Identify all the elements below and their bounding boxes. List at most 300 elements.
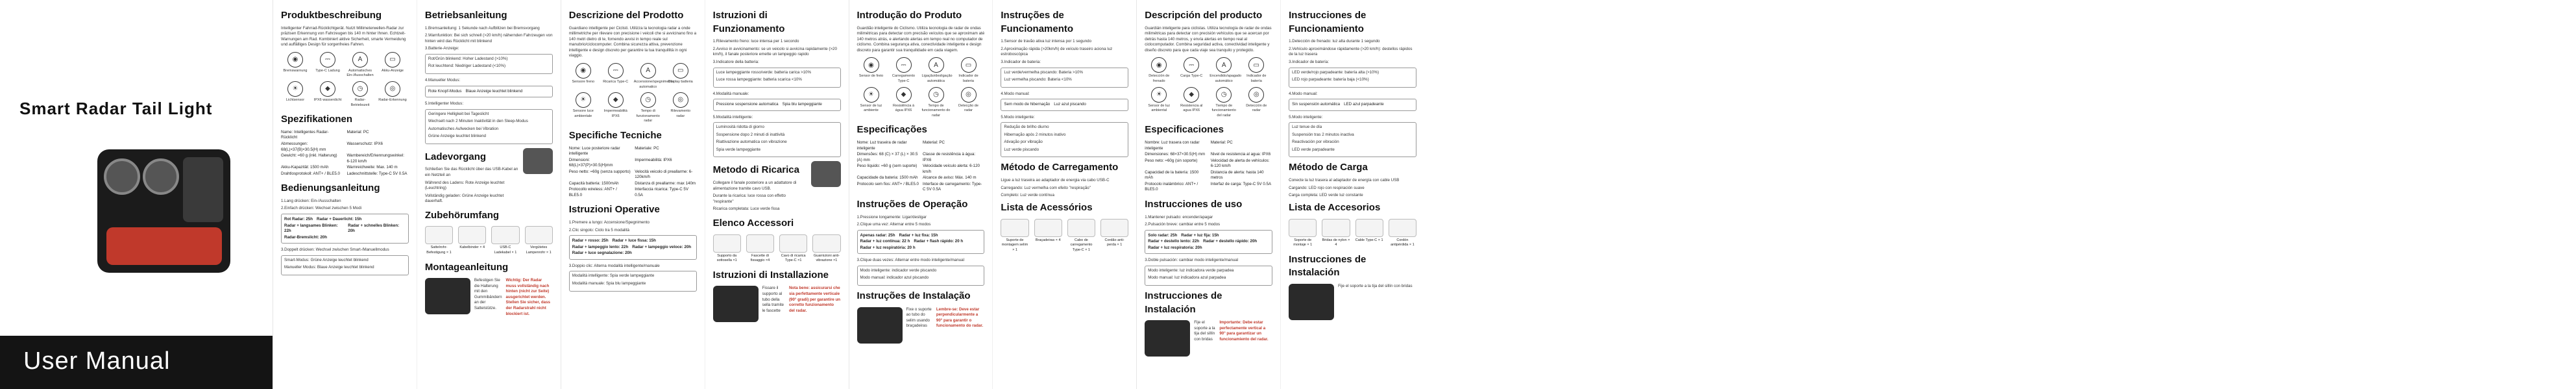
accessory-label: Cordão anti-perda × 1 [1104, 238, 1124, 247]
mode-row [572, 238, 694, 244]
section-heading: Specifiche Tecniche [568, 129, 662, 141]
clock-icon: ◷ [1216, 87, 1232, 103]
lanyard-icon [812, 234, 840, 253]
battery-line: Rot leuchtend: Niedriger Ladestand (<10%) [428, 64, 506, 69]
spec-cell: Peso neto: ≈60g (sin soporte) [1145, 158, 1198, 163]
mode-item: Luz tenue de día [1292, 125, 1322, 130]
spec-cell: Dimensiones: 68×37×30.5(H) mm [1145, 152, 1206, 157]
page-portuguese [849, 0, 1137, 389]
feature-label: Sensor de freio [858, 74, 884, 79]
usb-c-icon: ⎓ [1184, 57, 1199, 73]
instruction-line: 2.Vehículo aproximándose rápidamente (>20 km/h): destellos rápidos de la luz trasera [1289, 46, 1413, 57]
section-heading: Spezifikationen [281, 114, 353, 125]
feature-item [601, 63, 630, 90]
mode-item: Radar + schnelles Blinken: 20h [348, 223, 400, 234]
installation-image [1289, 284, 1334, 320]
feature-label: Tempo de funcionamento do radar [921, 103, 951, 118]
mode-switch-box [569, 271, 697, 291]
feature-item [954, 57, 983, 84]
feature-label: Bremswarnung [283, 68, 308, 73]
feature-item [666, 92, 695, 124]
section-heading: Instrucciones de Instalación [1145, 290, 1222, 315]
usb-cable-icon [1067, 219, 1095, 237]
page-german [273, 0, 561, 389]
spec-cell: Distancia de alerta: hasta 140 metros [1210, 169, 1264, 181]
cable-tie-icon [1322, 219, 1350, 237]
mode-item: Radar + destello lento: 22h [1148, 239, 1200, 244]
power-icon: A [929, 57, 944, 73]
feature-item [890, 57, 918, 84]
installation-image [1145, 320, 1190, 357]
feature-item [857, 87, 886, 119]
mode-row [284, 223, 406, 234]
mode-row [860, 233, 982, 239]
feature-item [857, 57, 886, 84]
usb-cable-icon [1355, 219, 1383, 237]
spec-table [569, 146, 697, 199]
power-icon: A [1216, 57, 1232, 73]
section-heading: Lista de Acessórios [1001, 201, 1093, 213]
description-text: Intelligenter Fahrrad-Rücklichtgerät. Nutzt Millimeterwellen-Radar zur präzisen Erkennung von Fahrzeugen bis 140 m hinter Ihnen. Echtzeit-Warnungen am Rad. Kombiniert aktive Sicherheit, smarte Vermeidung und auffälliges Design für sorgenfreies Fahren. [281, 25, 406, 47]
accessory-item [1034, 219, 1062, 253]
radar-icon: ◎ [385, 81, 400, 97]
mode-row [1148, 239, 1269, 245]
charge-section [713, 161, 841, 214]
modes-box [281, 214, 409, 244]
smart-mode-box [713, 122, 841, 157]
accessory-list [1289, 219, 1416, 248]
feature-label: Display batteria [668, 79, 693, 84]
accessory-label: Cavo di ricarica Type-C ×1 [781, 253, 806, 263]
light-sensor-icon: ☀ [576, 92, 591, 108]
spec-cell: Nome: Luz traseira de radar inteligente [857, 140, 907, 151]
charge-line: Conecte la luz trasera al adaptador de energía con cable USB [1289, 178, 1400, 183]
mode-item: Automatisches Aufwecken bei Vibration [428, 126, 499, 131]
feature-label: Rilevamento radar [670, 109, 691, 118]
mode-item: Sospensione dopo 2 minuti di inattività [716, 132, 785, 137]
instruction-line: 1.Lang drücken: Ein-/Ausschalten [281, 198, 341, 203]
spec-table [857, 140, 985, 193]
accessory-item [1001, 219, 1028, 253]
charge-line: Ricarica completata: Luce verde fissa [712, 207, 780, 212]
spec-cell: Name: Intelligentes Radar-Rücklicht [281, 129, 329, 140]
instruction-line: Manueller Modus: Blaue Anzeige leuchtet blinkend [284, 265, 374, 270]
feature-label: Carga Type-C [1180, 74, 1203, 79]
installation-warning: Importante: Debe estar perfectamente vertical a 90° para garantizar un funcionamiento del radar. [1219, 320, 1269, 342]
accessory-label: Cordón antipérdida × 1 [1391, 238, 1415, 247]
mode-item: Hibernação após 2 minutos inativo [1004, 132, 1066, 137]
lanyard-icon [1100, 219, 1128, 237]
feature-label: Ricarica Type-C [603, 79, 629, 84]
accessory-label: Guarnizioni anti-vibrazione ×1 [813, 253, 840, 263]
instruction-line: 4.Modo manual: [1001, 91, 1030, 96]
spec-cell: Nivel de resistencia al agua: IPX6 [1210, 152, 1271, 157]
mount-bracket-icon [1289, 219, 1317, 237]
mode-item: Sin suspensión automática [1292, 102, 1341, 107]
radar-lens-left [104, 158, 140, 195]
mode-item: Radar + destello rápido: 20h [1203, 239, 1258, 244]
spec-cell: Abmessungen: 68(L)×37(B)×30.5(H) mm [281, 141, 326, 152]
instruction-line: 5.Modo inteligente: [1289, 114, 1323, 119]
cover-footer [0, 336, 273, 389]
mount-bracket-icon [713, 234, 741, 253]
usb-cable-icon [491, 226, 519, 244]
instruction-line: 1.Rilevamento freno: luce intensa per 1 secondo [712, 39, 799, 44]
instruction-line: 3.Clique duas vezes: Alternar entre modo inteligente/manual [857, 258, 964, 263]
mode-row [1148, 233, 1269, 239]
spec-cell: Material: PC [922, 140, 945, 145]
feature-item [1145, 87, 1173, 119]
instruction-line: 1.Premere a lungo: Accensione/Spegnimento [568, 220, 650, 225]
feature-label: Detecção de radar [958, 103, 978, 113]
accessory-label: Bridas de nylon × 4 [1322, 238, 1350, 247]
mode-item: Radar + langsames Blinken: 22h [284, 223, 338, 234]
spec-cell: Drahtlosprotokoll: ANT+ / BLE5.0 [281, 171, 340, 176]
clock-icon: ◷ [929, 87, 944, 103]
feature-item [1242, 87, 1270, 119]
feature-icons [281, 52, 409, 108]
section-heading: Descrizione del Prodotto [568, 10, 684, 21]
feature-item [346, 52, 374, 79]
battery-box [1001, 68, 1128, 88]
battery-icon: ▭ [385, 52, 400, 68]
feature-item [313, 52, 342, 79]
mode-item: Suspensión tras 2 minutos inactiva [1292, 132, 1354, 137]
instruction-line: Modalità manuale: Spia blu lampeggiante [572, 281, 646, 286]
mode-row [860, 239, 982, 245]
instruction-line: Modo manual: luz indicadora azul parpadea [1148, 275, 1226, 281]
cover-page [0, 0, 273, 389]
mode-item: Spia blu lampeggiante [782, 102, 822, 107]
mode-item: Solo radar: 25h [1148, 232, 1178, 238]
instruction-line: 1.Detección de frenado: luz alta durante 1 segundo [1289, 39, 1380, 44]
waterproof-icon: ◆ [608, 92, 624, 108]
instruction-line: 1.Mantener pulsado: encender/apagar [1145, 214, 1213, 220]
mode-item: Radar + flash rápido: 20 h [914, 239, 964, 244]
battery-box [713, 68, 841, 88]
radar-icon: ◎ [1248, 87, 1264, 103]
accessory-item [425, 226, 453, 255]
instruction-line: 3.Doble pulsación: cambiar modo inteligente/manual [1145, 258, 1239, 263]
installation-block [425, 278, 553, 319]
charge-text [713, 161, 807, 214]
mode-item: Rot Radar: 25h [284, 217, 313, 222]
instruction-line: Modo inteligente: luz indicadora verde parpadea [1148, 268, 1234, 273]
mode-item: Radar + luz contínua: 22 h [860, 239, 910, 244]
mode-item: Radar + lampeggio lento: 22h [572, 244, 629, 249]
mode-item: Radar + luz fija: 15h [1181, 232, 1219, 238]
mode-item: Radar + luz fixa: 15h [899, 232, 938, 238]
mode-row [284, 235, 406, 241]
mode-item: Radar + luz respiratória: 20 h [860, 245, 916, 250]
feature-label: Sensore luce ambientale [572, 109, 594, 118]
feature-label: Lichtsensor [286, 98, 305, 103]
installation-block [713, 286, 841, 322]
spec-cell: Material: PC [1210, 140, 1233, 145]
radar-icon: ◎ [673, 92, 688, 108]
mode-item: Spia verde lampeggiante [716, 147, 761, 152]
mode-row [572, 251, 694, 257]
installation-block [1145, 320, 1272, 357]
feature-item [281, 52, 310, 79]
spec-cell: Ladeschnittstelle: Type-C 5V 0.5A [346, 171, 407, 176]
usb-c-icon: ⎓ [608, 63, 624, 79]
battery-line: Rot/Grün blinkend: Hoher Ladestand (>10%) [428, 56, 508, 61]
spec-cell: Nome: Luce posteriore radar intelligente [568, 145, 620, 157]
feature-item [633, 63, 674, 90]
feature-label: Type-C Ladung [315, 68, 340, 73]
instruction-line: 3.Indicador de batería: [1289, 60, 1330, 65]
device-side-panel [183, 157, 223, 222]
mount-bracket-icon [1001, 219, 1028, 237]
instruction-line: 2.Clique uma vez: Alternar entre 5 modos [857, 222, 931, 227]
accessory-item [1067, 219, 1095, 253]
mode-item: Riattivazione automatica con vibrazione [716, 140, 787, 145]
accessory-item [1355, 219, 1383, 248]
cable-tie-icon [1034, 219, 1062, 237]
spec-cell: Velocità veicolo di preallarme: 6-120km/h [635, 169, 693, 180]
accessory-item [1322, 219, 1350, 248]
accessory-item [1389, 219, 1416, 248]
mode-item: Sem modo de hibernação [1004, 102, 1051, 107]
modes-box [1145, 230, 1272, 255]
spec-cell: Velocidade veículo alerta: 6-120 km/h [922, 164, 980, 174]
section-heading: Elenco Accessori [712, 217, 794, 229]
clock-icon: ◷ [352, 81, 368, 97]
spec-cell: Nombre: Luz trasera con radar inteligente [1145, 140, 1200, 151]
battery-box [1289, 68, 1416, 88]
instruction-line: 2.Clic singolo: Ciclo tra 5 modalità [568, 227, 629, 232]
installation-text: Fissare il supporto al tubo della sella tramite le fascette [762, 286, 784, 313]
brake-icon: ◉ [864, 57, 879, 73]
instruction-line: Smart-Modus: Grüne Anzeige leuchtet blinkend [284, 257, 369, 262]
installation-image [425, 278, 470, 314]
spec-cell: Peso líquido: ≈60 g (sem suporte) [857, 164, 917, 169]
italian-column-1 [561, 0, 705, 389]
feature-item [378, 81, 407, 108]
spec-cell: Akku-Kapazität: 1500 mAh [281, 165, 329, 170]
usb-c-icon: ⎓ [320, 52, 335, 68]
instruction-line: 5.Modo inteligente: [1001, 114, 1035, 119]
feature-item [1209, 87, 1238, 119]
waterproof-icon: ◆ [1184, 87, 1199, 103]
instruction-line: 2.Warnfunktion: Bei sich schnell (>20 km/h) nähernden Fahrzeugen von hinten wird das Rücklicht mit blinkend [424, 33, 553, 44]
feature-item [634, 92, 662, 124]
feature-item [569, 63, 598, 90]
feature-label: Indicador de batería [1246, 74, 1267, 83]
feature-item [890, 87, 918, 119]
mode-row [860, 245, 982, 251]
spec-cell: Dimensioni: 68(L)×37(P)×30.5(H)mm [568, 157, 613, 168]
battery-line: Luz verde/vermelha piscando: Bateria >10% [1004, 69, 1083, 75]
accessory-label: Supporto da sottosella ×1 [716, 253, 737, 263]
feature-label: Akku-Anzeige [382, 68, 404, 73]
mode-row [572, 245, 694, 251]
installation-text: Fixe o suporte ao tubo do selim usando braçadeiras [906, 307, 932, 329]
battery-line: LED verde/rojo parpadeante: batería alta (>10%) [1292, 69, 1379, 75]
section-heading: Instruções de Instalação [857, 290, 971, 301]
spec-cell: Capacidad de la batería: 1500 mAh [1145, 169, 1199, 181]
feature-item [569, 92, 598, 124]
instruction-line: 3.Batterie-Anzeige: [424, 46, 459, 51]
accessory-item [525, 226, 553, 255]
accessory-item [713, 234, 741, 264]
feature-label: Sensor de luz ambiental [1148, 103, 1171, 113]
battery-line: Luce lampeggiante rosso/verde: batteria carica >10% [716, 69, 811, 75]
instruction-line: 4.Modo manual: [1289, 91, 1318, 96]
spec-cell: Interface de carregamento: Type-C 5V 0.5A [922, 181, 982, 192]
section-heading: Especificaciones [1145, 124, 1224, 136]
mode-switch-box [281, 255, 409, 275]
manual-mode-box [1289, 99, 1416, 111]
accessory-item [746, 234, 774, 264]
mode-item: Apenas radar: 25h [860, 232, 895, 238]
spec-cell: Gewicht: ≈60 g (inkl. Halterung) [281, 153, 337, 158]
charge-text [425, 148, 519, 207]
installation-image [857, 307, 903, 344]
section-heading: Ladevorgang [424, 151, 487, 162]
feature-icons [1145, 57, 1272, 118]
cable-tie-icon [458, 226, 486, 244]
cover-title: Smart Radar Tail Light [19, 99, 213, 118]
battery-line: Luce rossa lampeggiante: batteria scarica <10% [716, 77, 802, 82]
instruction-line: Modalità intelligente: Spia verde lampeggiante [572, 273, 655, 279]
mode-item: Radar + rosso: 25h [572, 238, 609, 244]
italian-column-2 [705, 0, 849, 389]
battery-icon: ▭ [1248, 57, 1264, 73]
accessory-item [1289, 219, 1317, 248]
feature-label: Encendido/apagado automático [1209, 74, 1242, 83]
brake-icon: ◉ [287, 52, 303, 68]
instruction-line: 1.Pressione longamente: Ligar/desligar [857, 214, 927, 220]
modes-box [569, 235, 697, 260]
section-heading: Instrucciones de Funcionamiento [1289, 10, 1367, 34]
spec-cell: Protocolo sem fios: ANT+ / BLE5.0 [857, 181, 919, 186]
section-heading: Metodo di Ricarica [712, 164, 799, 176]
instruction-line: 2.Avviso in avvicinamento: se un veicolo si avvicina rapidamente (>20 km/h), il fanale posteriore emette un lampeggio rapido [712, 46, 837, 57]
instruction-line: 4.Manueller Modus: [424, 77, 461, 82]
description-text: Guardião inteligente do Ciclismo. Utiliza tecnologia de radar de ondas milimétricas para detectar com precisão veículos que se aproximam até 140 metros atrás, e alertando alertas em tempo real no computador de ciclismo. Combina segurança ativa, conectividade inteligente e design discreto para garantir sua tranquilidade em cada viagem. [857, 25, 985, 53]
mode-item: Redução de brilho diurno [1004, 125, 1049, 130]
spanish-column-1 [1137, 0, 1280, 389]
feature-label: Impermeabilità IPX6 [603, 109, 627, 118]
accessory-item [779, 234, 807, 264]
feature-item [1177, 57, 1206, 84]
radar-lens-right [143, 158, 179, 195]
portuguese-column-1 [849, 0, 993, 389]
spec-cell: Protocollo wireless: ANT+ / BLE5.0 [568, 187, 617, 197]
instruction-line: 2.Pulsación breve: cambiar entre 5 modos [1145, 222, 1221, 227]
manual-mode-box [425, 86, 553, 98]
feature-label: Carregamento Type-C [892, 74, 916, 83]
instruction-line: 4.Modalità manuale: [712, 91, 749, 96]
accessory-label: Braçadeiras × 4 [1035, 238, 1061, 242]
charge-line: Completo: Luz verde contínua [1001, 193, 1054, 198]
feature-item [346, 81, 374, 108]
charging-device-image [811, 161, 841, 187]
radar-icon: ◎ [961, 87, 977, 103]
cable-tie-icon [746, 234, 774, 253]
accessory-label: Kabelbinder × 4 [459, 245, 485, 250]
installation-image [713, 286, 759, 322]
instruction-line: 3.Doppio clic: Alterna modalità intelligente/manuale [568, 263, 660, 268]
charge-line: Ligue a luz traseira ao adaptador de energia via cabo USB-C [1001, 178, 1110, 183]
spec-cell: Alcance de aviso: Máx. 140 m [922, 175, 977, 181]
accessory-label: Cabo de carregamento Type-C × 1 [1070, 238, 1093, 252]
modes-box [857, 230, 985, 255]
feature-label: Accensione/spegnimento automatico [633, 79, 674, 89]
power-icon: A [352, 52, 368, 68]
instruction-line: 2.Einfach drücken: Wechsel zwischen 5 Modi [281, 206, 362, 211]
installation-text: Fije el soporte a la tija del sillín con bridas [1194, 320, 1215, 342]
portuguese-column-2 [992, 0, 1136, 389]
mode-item: Grüne Anzeige leuchtet blinkend [428, 134, 486, 139]
spec-cell: Peso netto: ≈60g (senza supporto) [568, 169, 631, 174]
instruction-line: 5.Intelligenter Modus: [424, 101, 464, 107]
feature-item [1145, 57, 1173, 84]
mode-item: Reactivación por vibración [1292, 140, 1339, 145]
section-heading: Istruzioni Operative [568, 204, 660, 216]
feature-item [1177, 87, 1206, 119]
spec-table [281, 130, 409, 177]
lanyard-icon [1389, 219, 1416, 237]
spec-cell: Interfaz de carga: Type-C 5V 0.5A [1210, 181, 1272, 186]
mode-item: Pressione sospensione automatica [716, 102, 779, 107]
feature-item [281, 81, 310, 108]
spec-cell: Capacità batteria: 1500mAh [568, 181, 619, 186]
mode-item: Luz verde piscando [1004, 147, 1039, 152]
installation-block [1289, 284, 1416, 320]
instruction-line: 5.Modalità intelligente: [712, 114, 753, 119]
section-heading: Lista de Accesorios [1289, 201, 1381, 213]
light-sensor-icon: ☀ [287, 81, 303, 97]
mode-row [284, 217, 406, 223]
feature-item [922, 57, 951, 84]
charge-line: Carregando: Luz vermelha com efeito "respiração" [1001, 185, 1091, 190]
charging-device-image [523, 148, 553, 174]
spec-cell: Classe de resistência à água: IPX6 [922, 152, 976, 162]
section-heading: Instruções de Operação [857, 198, 968, 210]
accessory-list [713, 234, 841, 264]
mode-item: LED verde parpadeante [1292, 147, 1335, 152]
feature-label: Tempo di funzionamento radar [636, 109, 660, 123]
accessory-item [458, 226, 486, 255]
accessory-item [812, 234, 840, 264]
feature-label: IPX6 wasserdicht [313, 98, 342, 103]
section-heading: Montageanleitung [424, 261, 509, 273]
accessory-item [1100, 219, 1128, 253]
instruction-line: 3.Doppelt drücken: Wechsel zwischen Smart-/Manuellmodus [281, 247, 389, 253]
waterproof-icon: ◆ [320, 81, 335, 97]
description-text: Guardián inteligente para ciclistas. Utiliza tecnología de radar de ondas milimétricas para detectar con precisión vehículos que se acercan por detrás hasta 140 metros, y envía alertas en tiempo real al ciclocomputador. Combina seguridad activa, conectividad inteligente y diseño discreto para que cada viaje sea tranquilo y protegido. [1145, 25, 1272, 53]
accessory-label: Vergütetes Lampenrohr × 1 [526, 245, 552, 255]
mode-item: Rote Knopf-Modus [428, 88, 462, 94]
feature-item [922, 87, 951, 119]
mode-item: Radar + luce fissa: 15h [612, 238, 656, 244]
mode-item: Wechselt nach 2 Minuten Inaktivität in den Sleep-Modus [428, 119, 528, 124]
description-text: Guardiano intelligente per Ciclisti. Utilizza la tecnologia radar a onde millimetriche per rilevare con precisione i veicoli che si avvicinano fino a 140 metri dietro di te, fornendo avvisi in tempo reale sul manubrio/ciclocomputer. Combina sicurezza attiva, prevenzione intelligente e design discreto per garantire la tua tranquillità in ogni viaggio. [568, 25, 697, 58]
brake-icon: ◉ [1151, 57, 1167, 73]
feature-item [954, 87, 983, 119]
battery-icon: ▭ [961, 57, 977, 73]
feature-label: Indicador de bateria [958, 74, 978, 83]
mode-switch-box [857, 266, 985, 286]
section-heading: Bedienungsanleitung [281, 182, 380, 194]
feature-label: Sensor de luz ambiente [860, 103, 882, 113]
accessory-label: Sattelrohr-Befestigung × 1 [426, 245, 452, 255]
mode-item: Ativação por vibração [1004, 140, 1043, 145]
feature-label: Detección de frenado [1148, 74, 1170, 83]
